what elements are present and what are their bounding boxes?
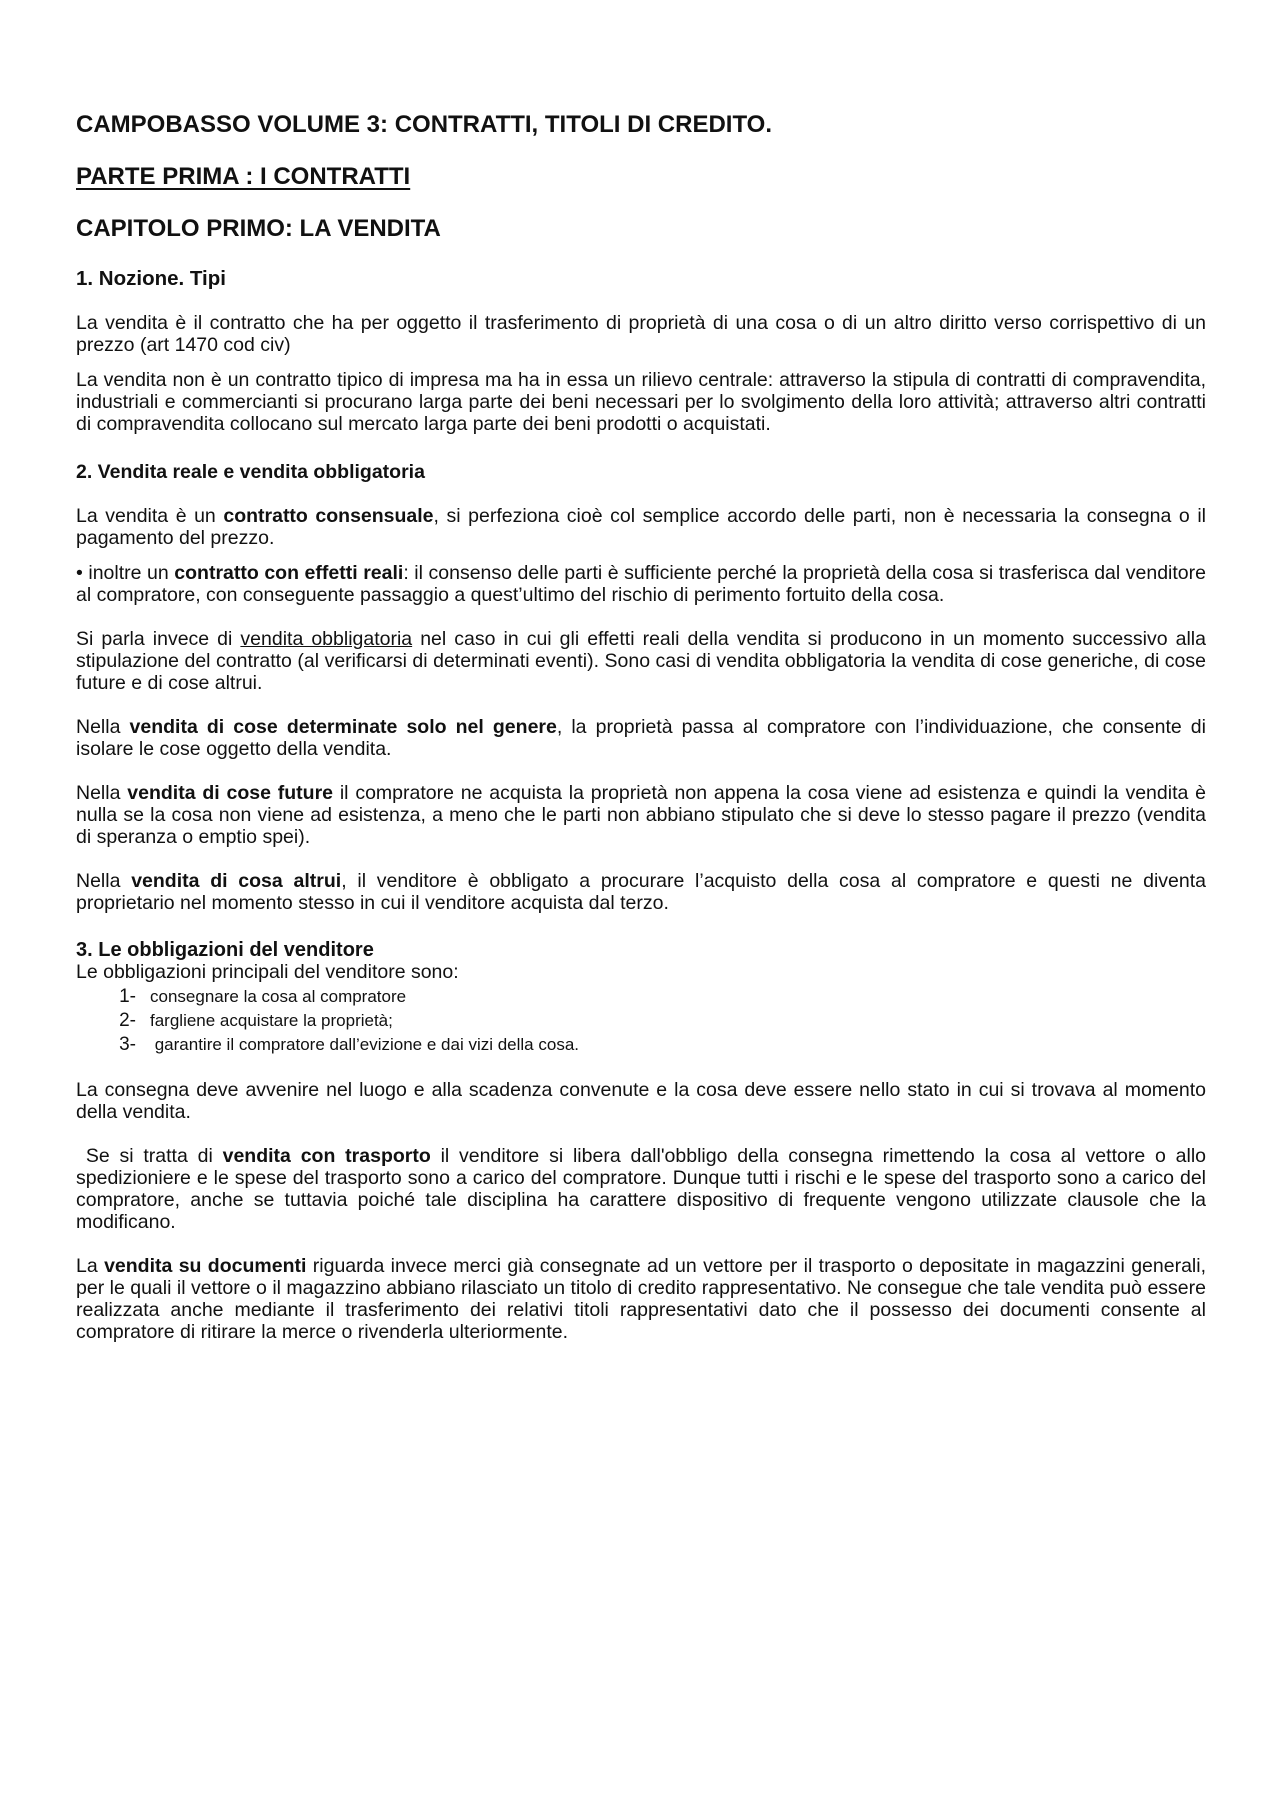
section-2-paragraph: Si parla invece di vendita obbligatoria nel caso in cui gli effetti reali della vendita si producono in un momento successivo alla stipulazione del contratto (al verificarsi di determinati eventi). Sono casi di vendita obbligatoria la vendita di cose generiche, di cose future e di cose altrui. xyxy=(76,628,1206,694)
list-item: 1- consegnare la cosa al compratore xyxy=(119,986,407,1007)
obligations-list xyxy=(76,985,1206,1057)
section-2-paragraph: Nella vendita di cose future il compratore ne acquista la proprietà non appena la cosa viene ad esistenza e quindi la vendita è nulla se la cosa non viene ad esistenza, a meno che le parti non abbiano stipulato che si deve lo stesso pagare il prezzo (vendita di speranza o emptio spei). xyxy=(76,782,1207,848)
section-3-paragraph: La vendita su documenti riguarda invece merci già consegnate ad un vettore per il trasporto o depositate in magazzini generali, per le quali il vettore o il magazzino abbiano rilasciato un titolo di credito rappresentativo. Ne consegue che tale vendita può essere realizzata anche mediante il trasferimento dei relativi titoli rappresentativi dato che il possesso dei documenti consente al compratore di ritirare la merce o rivenderla ulteriormente. xyxy=(76,1255,1207,1343)
section-1-paragraph: La vendita non è un contratto tipico di impresa ma ha in essa un rilievo centrale: attraverso la stipula di contratti di compravendita, industriali e commercianti si procurano larga parte dei beni necessari per lo svolgimento della loro attività; attraverso altri contratti di compravendita collocano sul mercato larga parte dei beni prodotti o acquistati. xyxy=(76,369,1206,435)
list-item: 3- garantire il compratore dall’evizione e dai vizi della cosa. xyxy=(119,1034,579,1055)
chapter-heading: CAPITOLO PRIMO: LA VENDITA xyxy=(76,215,441,242)
section-2-paragraph: Nella vendita di cose determinate solo nel genere, la proprietà passa al compratore con l’individuazione, che consente di isolare le cose oggetto della vendita. xyxy=(76,716,1206,760)
section-1-paragraph: La vendita è il contratto che ha per oggetto il trasferimento di proprietà di una cosa o di un altro diritto verso corrispettivo di un prezzo (art 1470 cod civ) xyxy=(76,312,1206,356)
section-3-intro: Le obbligazioni principali del venditore sono: xyxy=(76,961,459,983)
section-3-paragraph: Se si tratta di vendita con trasporto il venditore si libera dall'obbligo della consegna rimettendo la cosa al vettore o allo spedizioniere e le spese del trasporto sono a carico del compratore. Dunque tutti i rischi e le spese del trasporto sono a carico del compratore, anche se tuttavia poiché tale disciplina ha carattere dispositivo di frequente vengono utilizzate clausole che la modificano. xyxy=(76,1145,1212,1233)
document-page xyxy=(76,110,1212,1356)
section-3-paragraph: La consegna deve avvenire nel luogo e alla scadenza convenute e la cosa deve essere nello stato in cui si trovava al momento della vendita. xyxy=(76,1079,1206,1123)
section-1-heading: 1. Nozione. Tipi xyxy=(76,267,226,290)
part-heading: PARTE PRIMA : I CONTRATTI xyxy=(76,163,411,190)
section-3-heading: 3. Le obbligazioni del venditore xyxy=(76,939,374,961)
section-2-paragraph: La vendita è un contratto consensuale, si perfeziona cioè col semplice accordo delle parti, non è necessaria la consegna o il pagamento del prezzo. xyxy=(76,505,1206,549)
document-title: CAMPOBASSO VOLUME 3: CONTRATTI, TITOLI DI CREDITO. xyxy=(76,111,773,138)
section-2-heading: 2. Vendita reale e vendita obbligatoria xyxy=(76,461,425,483)
section-2-paragraph: Nella vendita di cosa altrui, il venditore è obbligato a procurare l’acquisto della cosa al compratore e questi ne diventa proprietario nel momento stesso in cui il venditore acquista dal terzo. xyxy=(76,870,1206,914)
section-2-paragraph: • inoltre un contratto con effetti reali: il consenso delle parti è sufficiente perché la proprietà della cosa si trasferisca dal venditore al compratore, con conseguente passaggio a quest’ultimo del rischio di perimento fortuito della cosa. xyxy=(76,562,1206,606)
list-item: 2- fargliene acquistare la proprietà; xyxy=(119,1010,393,1031)
